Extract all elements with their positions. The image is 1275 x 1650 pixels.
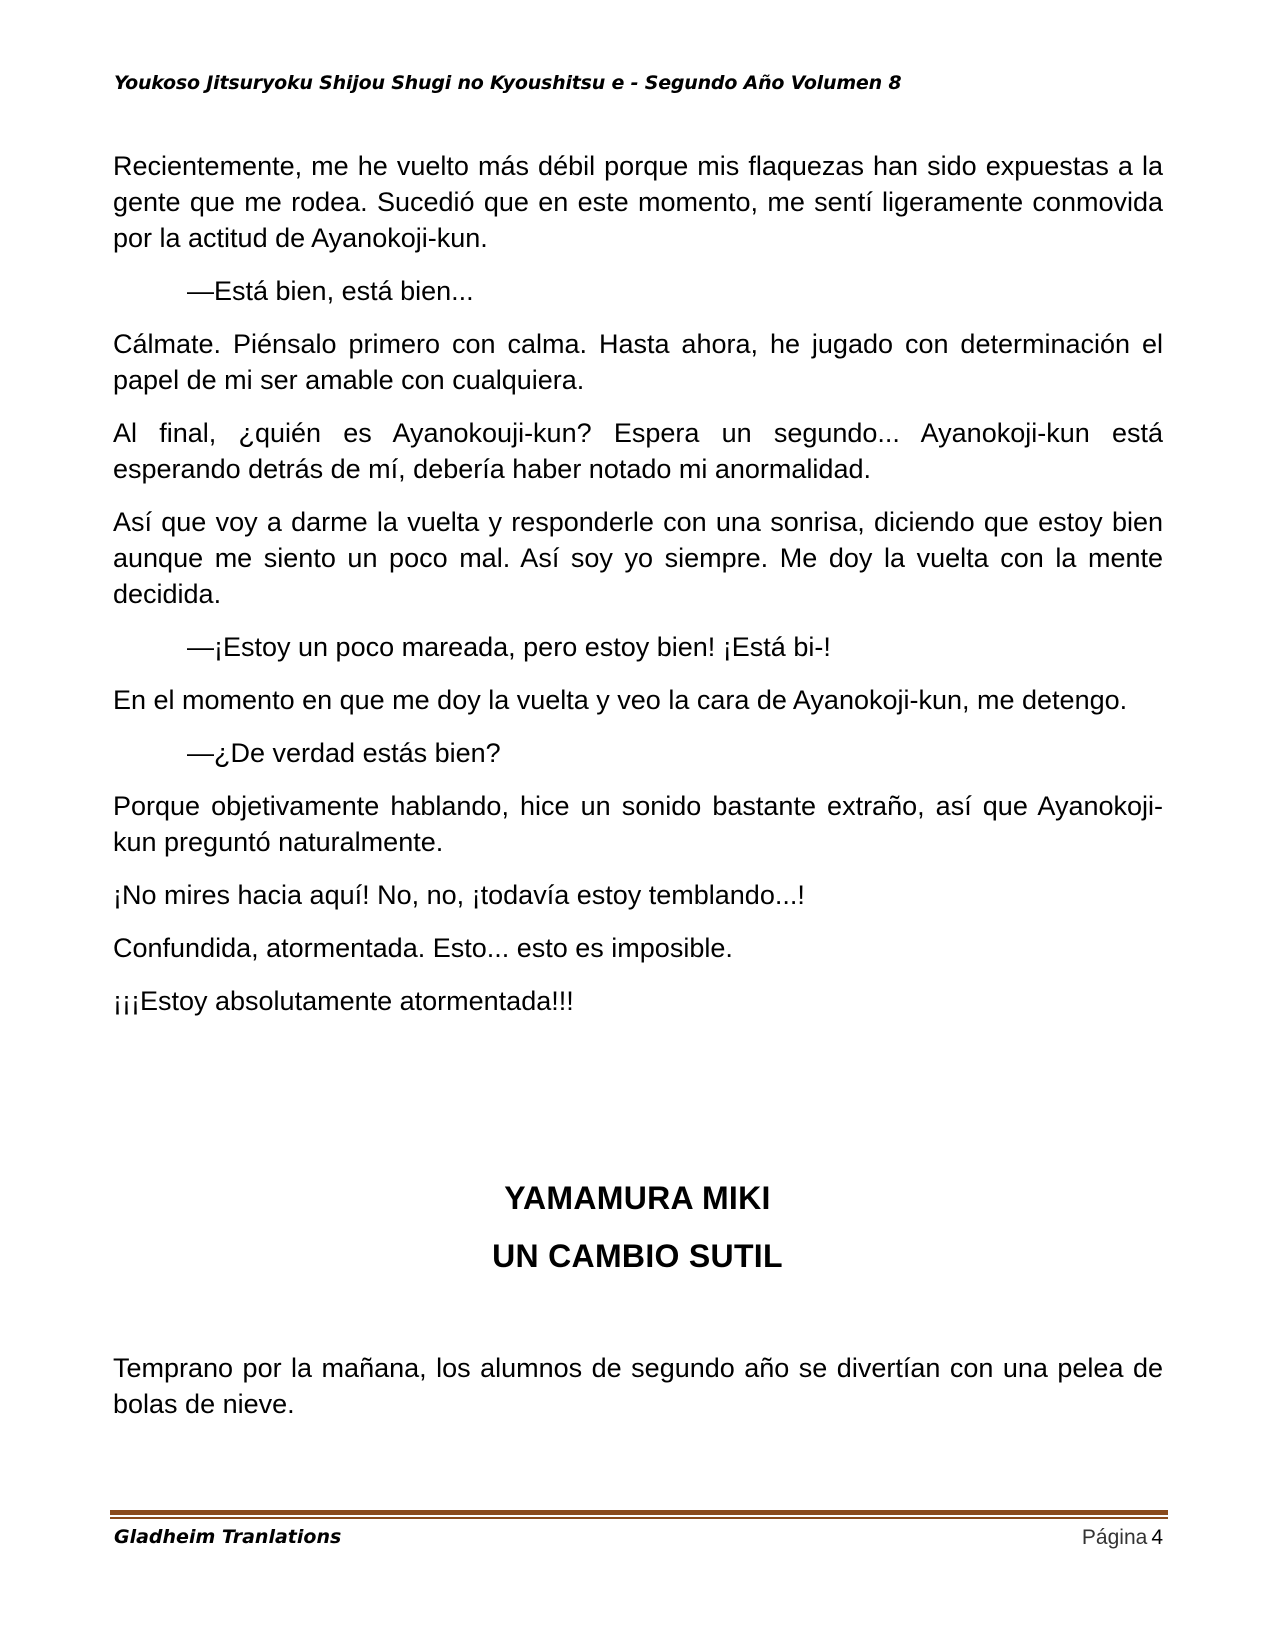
- footer-publisher: Gladheim Tranlations: [114, 1526, 342, 1548]
- footer-rule-thin: [110, 1517, 1168, 1519]
- paragraph: En el momento en que me doy la vuelta y veo la cara de Ayanokoji-kun, me detengo.: [113, 685, 1128, 715]
- body-text: [113, 148, 1163, 1036]
- paragraph: Así que voy a darme la vuelta y responderle con una sonrisa, diciendo que estoy bien aunque me siento un poco mal. Así soy yo siempre. Me doy la vuelta con la mente decidida.: [113, 507, 1163, 609]
- page-number: 4: [1151, 1526, 1163, 1549]
- chapter-subtitle: UN CAMBIO SUTIL: [492, 1238, 783, 1274]
- footer-rule: [110, 1510, 1168, 1515]
- dialog-line: —¡Estoy un poco mareada, pero estoy bien! ¡Está bi-!: [187, 632, 831, 662]
- running-header: Youkoso Jitsuryoku Shijou Shugi no Kyoushitsu e - Segundo Año Volumen 8: [114, 72, 902, 94]
- paragraph: ¡¡¡Estoy absolutamente atormentada!!!: [113, 986, 574, 1016]
- paragraph: Al final, ¿quién es Ayanokouji-kun? Espera un segundo... Ayanokoji-kun está esperando detrás de mí, debería haber notado mi anormalidad.: [113, 418, 1163, 484]
- paragraph: Confundida, atormentada. Esto... esto es imposible.: [113, 933, 733, 963]
- paragraph: Recientemente, me he vuelto más débil porque mis flaquezas han sido expuestas a la gente que me rodea. Sucedió que en este momento, me sentí ligeramente conmovida por la actitud de Ayanokoji-kun.: [113, 151, 1163, 253]
- chapter-title: YAMAMURA MIKI: [504, 1180, 771, 1216]
- page-number-block: [1082, 1526, 1163, 1550]
- paragraph: Cálmate. Piénsalo primero con calma. Hasta ahora, he jugado con determinación el papel de mi ser amable con cualquiera.: [113, 329, 1163, 395]
- paragraph: Temprano por la mañana, los alumnos de segundo año se divertían con una pelea de bolas de nieve.: [113, 1353, 1163, 1419]
- page-label: Página: [1081, 1526, 1148, 1549]
- dialog-line: —Está bien, está bien...: [187, 276, 474, 306]
- paragraph: Porque objetivamente hablando, hice un sonido bastante extraño, así que Ayanokoji-kun preguntó naturalmente.: [113, 791, 1163, 857]
- paragraph: ¡No mires hacia aquí! No, no, ¡todavía estoy temblando...!: [113, 880, 805, 910]
- dialog-line: —¿De verdad estás bien?: [187, 738, 501, 768]
